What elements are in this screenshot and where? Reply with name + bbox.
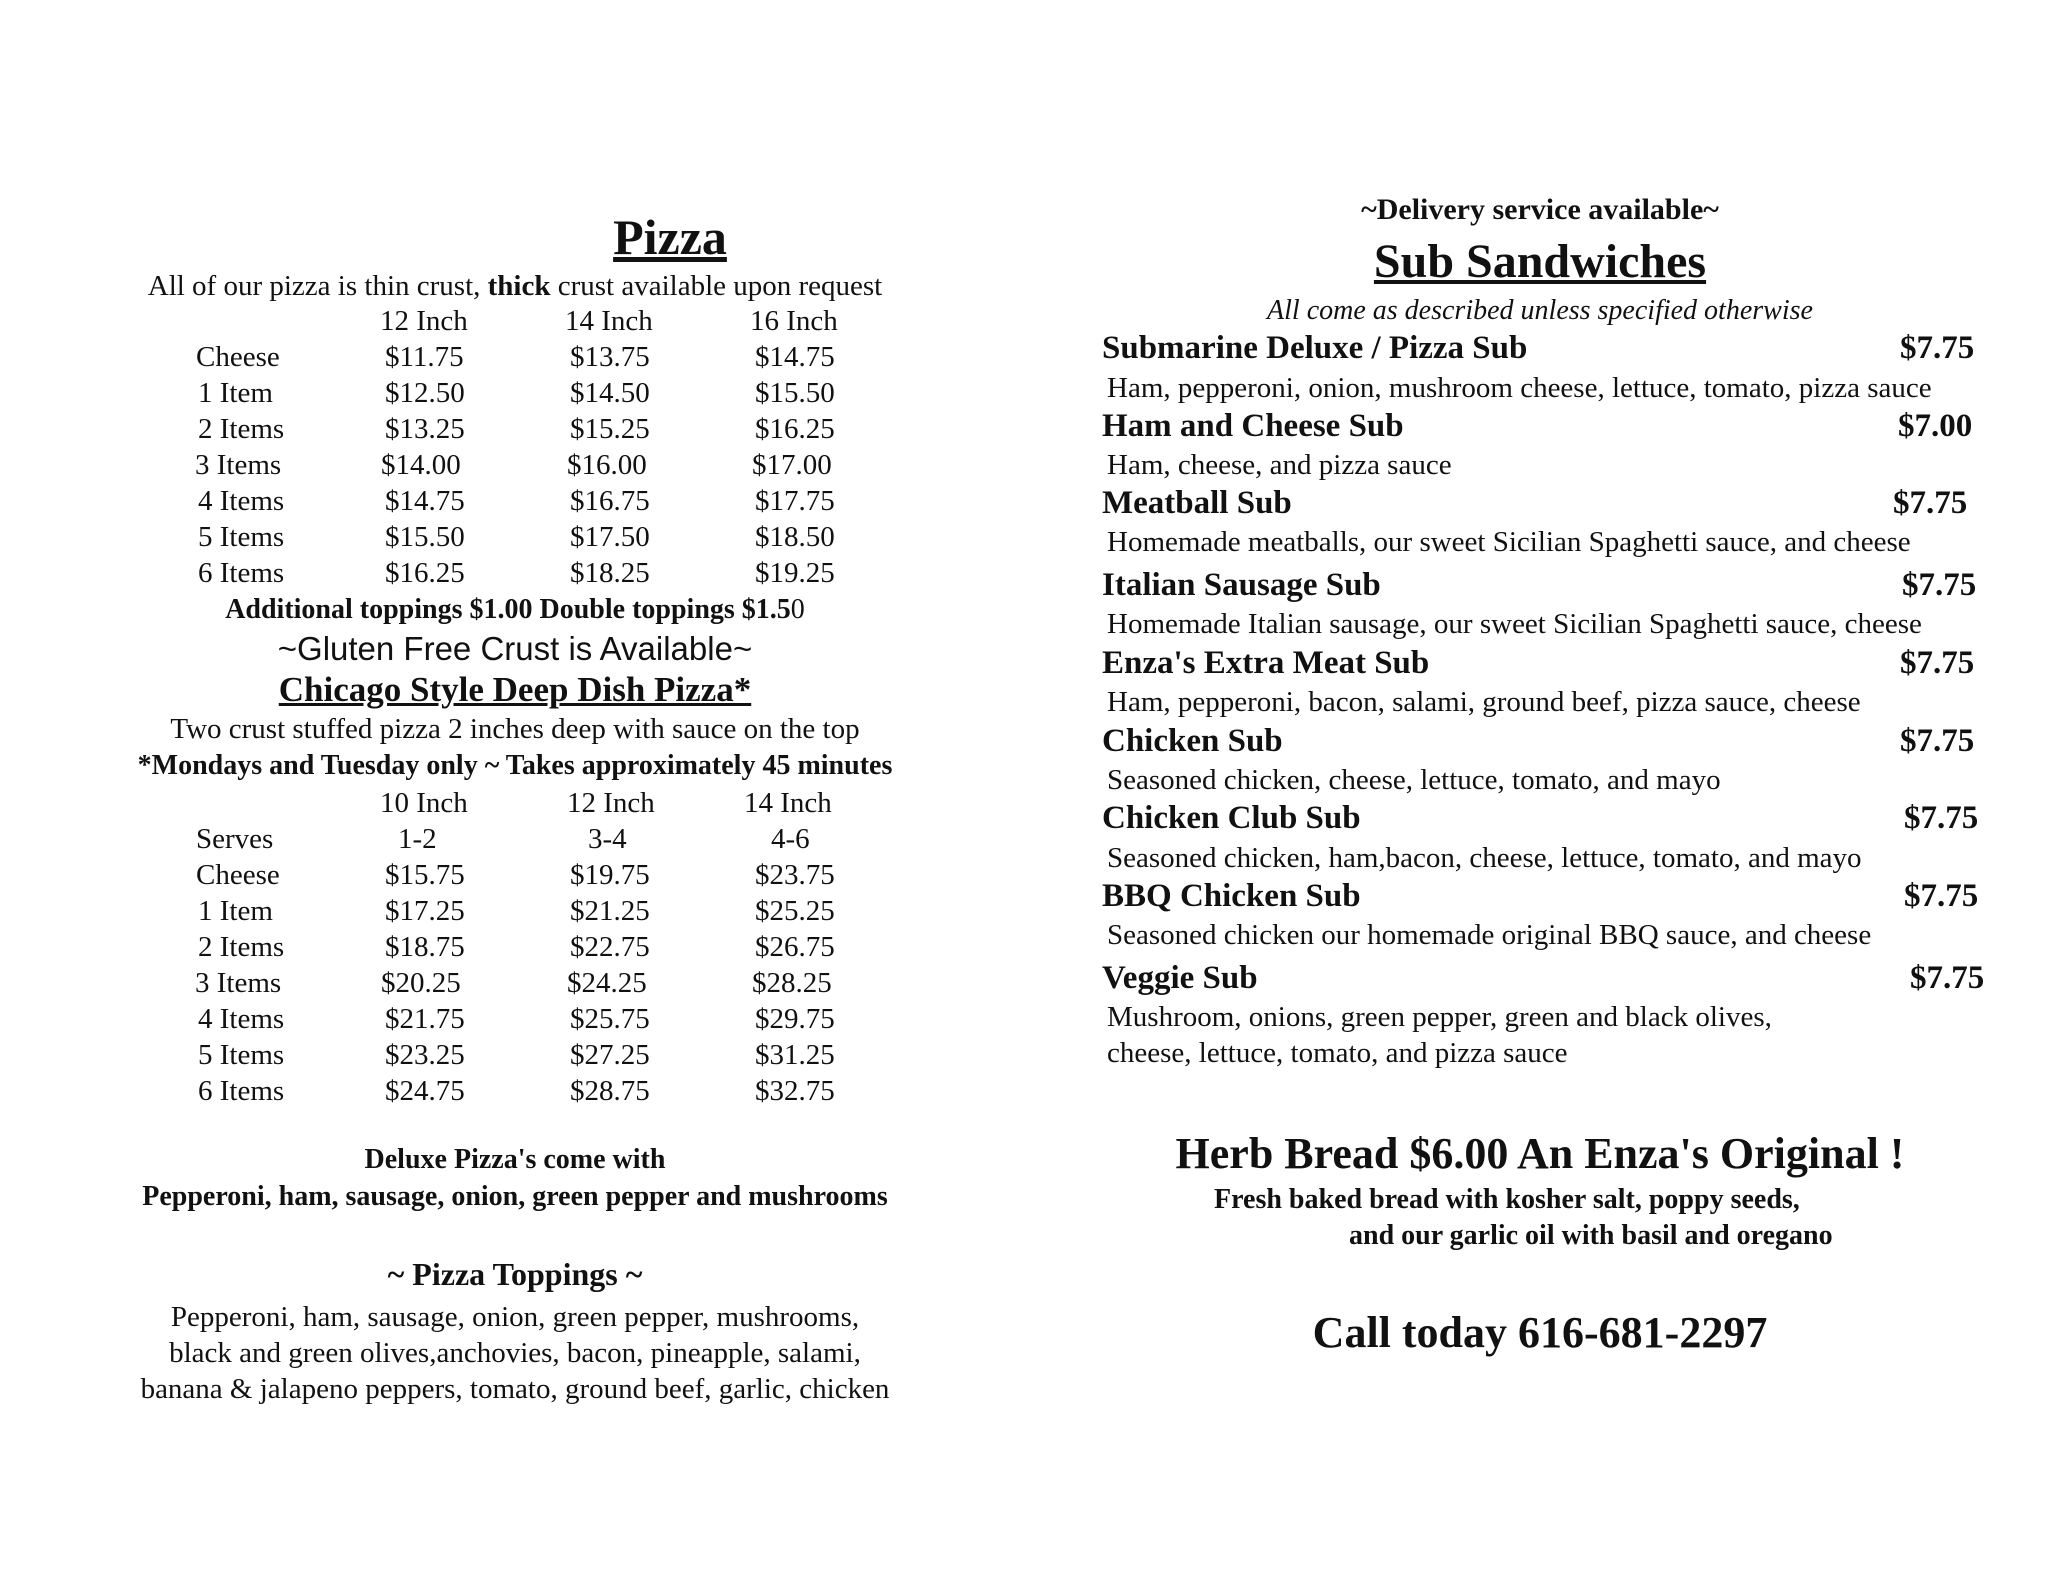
deep-dish-price: $21.75 bbox=[385, 1003, 465, 1035]
sub-item-name: Chicken Club Sub bbox=[1102, 800, 1361, 836]
deep-dish-price: $23.75 bbox=[755, 859, 835, 891]
deep-dish-row-label: 5 Items bbox=[198, 1039, 285, 1071]
pizza-price: $16.00 bbox=[567, 449, 647, 481]
deep-dish-price: $32.75 bbox=[755, 1075, 835, 1107]
toppings-line: banana & jalapeno peppers, tomato, ground beef, garlic, chicken bbox=[140, 1373, 890, 1405]
sub-item-price: $7.75 bbox=[1910, 960, 1985, 996]
sub-item-desc: Seasoned chicken, ham,bacon, cheese, lettuce, tomato, and mayo bbox=[1107, 842, 1862, 874]
deep-dish-price: $28.25 bbox=[752, 967, 832, 999]
pizza-size-14: 14 Inch bbox=[565, 305, 653, 337]
pizza-price: $13.75 bbox=[570, 341, 650, 373]
crust-note-bold: thick bbox=[487, 270, 551, 302]
deep-dish-note: *Mondays and Tuesday only ~ Takes approximately 45 minutes bbox=[137, 750, 893, 781]
deep-dish-price: $24.25 bbox=[567, 967, 647, 999]
deep-dish-serves: 1-2 bbox=[398, 823, 437, 855]
sub-item-name: Italian Sausage Sub bbox=[1102, 567, 1381, 603]
deep-dish-row-label: Serves bbox=[196, 823, 274, 855]
deep-dish-price: $22.75 bbox=[570, 931, 650, 963]
pizza-crust-note bbox=[100, 270, 930, 303]
pizza-price: $17.00 bbox=[752, 449, 832, 481]
sub-item-price: $7.75 bbox=[1904, 800, 1979, 836]
herb-bread-line-2: and our garlic oil with basil and oregano bbox=[1349, 1220, 1833, 1251]
sub-item-desc: cheese, lettuce, tomato, and pizza sauce bbox=[1107, 1037, 1568, 1069]
sub-item-desc: Ham, pepperoni, bacon, salami, ground beef, pizza sauce, cheese bbox=[1107, 686, 1861, 718]
pizza-row-label: Cheese bbox=[196, 341, 280, 373]
deluxe-line-2: Pepperoni, ham, sausage, onion, green pepper and mushrooms bbox=[142, 1181, 888, 1212]
sub-item-price: $7.75 bbox=[1900, 645, 1975, 681]
deep-dish-price: $17.25 bbox=[385, 895, 465, 927]
sub-item-price: $7.75 bbox=[1900, 723, 1975, 759]
deep-dish-serves: 3-4 bbox=[588, 823, 627, 855]
deluxe-line-1: Deluxe Pizza's come with bbox=[364, 1144, 666, 1175]
deep-dish-price: $26.75 bbox=[755, 931, 835, 963]
deep-dish-size-14: 14 Inch bbox=[744, 787, 832, 819]
crust-note-post: crust available upon request bbox=[550, 270, 883, 302]
call-phone: Call today 616-681-2297 bbox=[1312, 1308, 1768, 1357]
deep-dish-price: $27.25 bbox=[570, 1039, 650, 1071]
pizza-row-label: 5 Items bbox=[198, 521, 285, 553]
pizza-title: Pizza bbox=[613, 209, 727, 265]
sub-item-desc: Seasoned chicken our homemade original BBQ sauce, and cheese bbox=[1107, 919, 1872, 951]
deep-dish-size-12: 12 Inch bbox=[567, 787, 655, 819]
pizza-price: $16.75 bbox=[570, 485, 650, 517]
deep-dish-row-label: 2 Items bbox=[198, 931, 285, 963]
subs-title: Sub Sandwiches bbox=[1373, 235, 1707, 288]
additional-toppings-tail: 0 bbox=[790, 594, 805, 625]
sub-item-name: Submarine Deluxe / Pizza Sub bbox=[1102, 330, 1528, 366]
pizza-row-label: 1 Item bbox=[198, 377, 273, 409]
pizza-price: $14.00 bbox=[381, 449, 461, 481]
sub-item-desc: Seasoned chicken, cheese, lettuce, tomato, and mayo bbox=[1107, 764, 1721, 796]
pizza-row-label: 6 Items bbox=[198, 557, 285, 589]
pizza-price: $16.25 bbox=[755, 413, 835, 445]
crust-note-pre: All of our pizza is thin crust, bbox=[147, 270, 488, 302]
deep-dish-row-label: 6 Items bbox=[198, 1075, 285, 1107]
pizza-price: $17.75 bbox=[755, 485, 835, 517]
deep-dish-size-10: 10 Inch bbox=[380, 787, 468, 819]
toppings-line: black and green olives,anchovies, bacon, pineapple, salami, bbox=[169, 1337, 861, 1369]
deep-dish-price: $25.75 bbox=[570, 1003, 650, 1035]
deep-dish-price: $18.75 bbox=[385, 931, 465, 963]
pizza-price: $14.75 bbox=[755, 341, 835, 373]
pizza-price: $15.50 bbox=[755, 377, 835, 409]
toppings-line: Pepperoni, ham, sausage, onion, green pepper, mushrooms, bbox=[170, 1301, 860, 1333]
sub-item-name: Veggie Sub bbox=[1102, 960, 1258, 996]
pizza-price: $18.25 bbox=[570, 557, 650, 589]
additional-toppings-note bbox=[100, 594, 930, 626]
deep-dish-desc: Two crust stuffed pizza 2 inches deep with sauce on the top bbox=[170, 713, 860, 745]
deep-dish-row-label: 3 Items bbox=[195, 967, 282, 999]
pizza-row-label: 2 Items bbox=[198, 413, 285, 445]
deep-dish-title: Chicago Style Deep Dish Pizza* bbox=[278, 670, 752, 709]
deep-dish-row-label: Cheese bbox=[196, 859, 280, 891]
deep-dish-price: $24.75 bbox=[385, 1075, 465, 1107]
pizza-price: $19.25 bbox=[755, 557, 835, 589]
pizza-price: $13.25 bbox=[385, 413, 465, 445]
pizza-price: $17.50 bbox=[570, 521, 650, 553]
sub-item-desc: Ham, pepperoni, onion, mushroom cheese, lettuce, tomato, pizza sauce bbox=[1107, 372, 1932, 404]
deep-dish-price: $20.25 bbox=[381, 967, 461, 999]
pizza-size-16: 16 Inch bbox=[750, 305, 838, 337]
sub-item-price: $7.75 bbox=[1902, 567, 1977, 603]
pizza-price: $14.75 bbox=[385, 485, 465, 517]
pizza-price: $11.75 bbox=[385, 341, 464, 373]
deep-dish-price: $15.75 bbox=[385, 859, 465, 891]
deep-dish-serves: 4-6 bbox=[771, 823, 810, 855]
subs-subtitle: All come as described unless specified otherwise bbox=[1267, 295, 1813, 326]
sub-item-name: BBQ Chicken Sub bbox=[1102, 878, 1361, 914]
sub-item-price: $7.75 bbox=[1904, 878, 1979, 914]
pizza-size-12: 12 Inch bbox=[380, 305, 468, 337]
pizza-price: $14.50 bbox=[570, 377, 650, 409]
pizza-price: $15.25 bbox=[570, 413, 650, 445]
sub-item-desc: Mushroom, onions, green pepper, green and black olives, bbox=[1107, 1001, 1772, 1033]
pizza-price: $18.50 bbox=[755, 521, 835, 553]
pizza-row-label: 3 Items bbox=[195, 449, 282, 481]
sub-item-price: $7.75 bbox=[1900, 330, 1975, 366]
deep-dish-price: $31.25 bbox=[755, 1039, 835, 1071]
pizza-price: $16.25 bbox=[385, 557, 465, 589]
deep-dish-price: $21.25 bbox=[570, 895, 650, 927]
deep-dish-price: $23.25 bbox=[385, 1039, 465, 1071]
pizza-price: $15.50 bbox=[385, 521, 465, 553]
sub-item-name: Chicken Sub bbox=[1102, 723, 1283, 759]
sub-item-desc: Ham, cheese, and pizza sauce bbox=[1107, 449, 1452, 481]
toppings-title: ~ Pizza Toppings ~ bbox=[387, 1256, 643, 1292]
sub-item-price: $7.75 bbox=[1893, 485, 1968, 521]
deep-dish-price: $19.75 bbox=[570, 859, 650, 891]
sub-item-price: $7.00 bbox=[1898, 408, 1973, 444]
sub-item-name: Enza's Extra Meat Sub bbox=[1102, 645, 1430, 681]
deep-dish-price: $29.75 bbox=[755, 1003, 835, 1035]
sub-item-desc: Homemade meatballs, our sweet Sicilian Spaghetti sauce, and cheese bbox=[1107, 526, 1911, 558]
delivery-note: ~Delivery service available~ bbox=[1361, 193, 1719, 226]
deep-dish-row-label: 1 Item bbox=[198, 895, 273, 927]
sub-item-name: Meatball Sub bbox=[1102, 485, 1292, 521]
deep-dish-price: $28.75 bbox=[570, 1075, 650, 1107]
deep-dish-row-label: 4 Items bbox=[198, 1003, 285, 1035]
gluten-free-note: ~Gluten Free Crust is Available~ bbox=[277, 630, 753, 667]
pizza-row-label: 4 Items bbox=[198, 485, 285, 517]
herb-bread-line-1: Fresh baked bread with kosher salt, poppy seeds, bbox=[1214, 1184, 1800, 1215]
additional-toppings-bold: Additional toppings $1.00 Double toppings $1.5 bbox=[225, 594, 791, 625]
pizza-price: $12.50 bbox=[385, 377, 465, 409]
deep-dish-price: $25.25 bbox=[755, 895, 835, 927]
sub-item-name: Ham and Cheese Sub bbox=[1102, 408, 1404, 444]
sub-item-desc: Homemade Italian sausage, our sweet Sicilian Spaghetti sauce, cheese bbox=[1107, 608, 1922, 640]
herb-bread-title: Herb Bread $6.00 An Enza's Original ! bbox=[1175, 1129, 1905, 1178]
